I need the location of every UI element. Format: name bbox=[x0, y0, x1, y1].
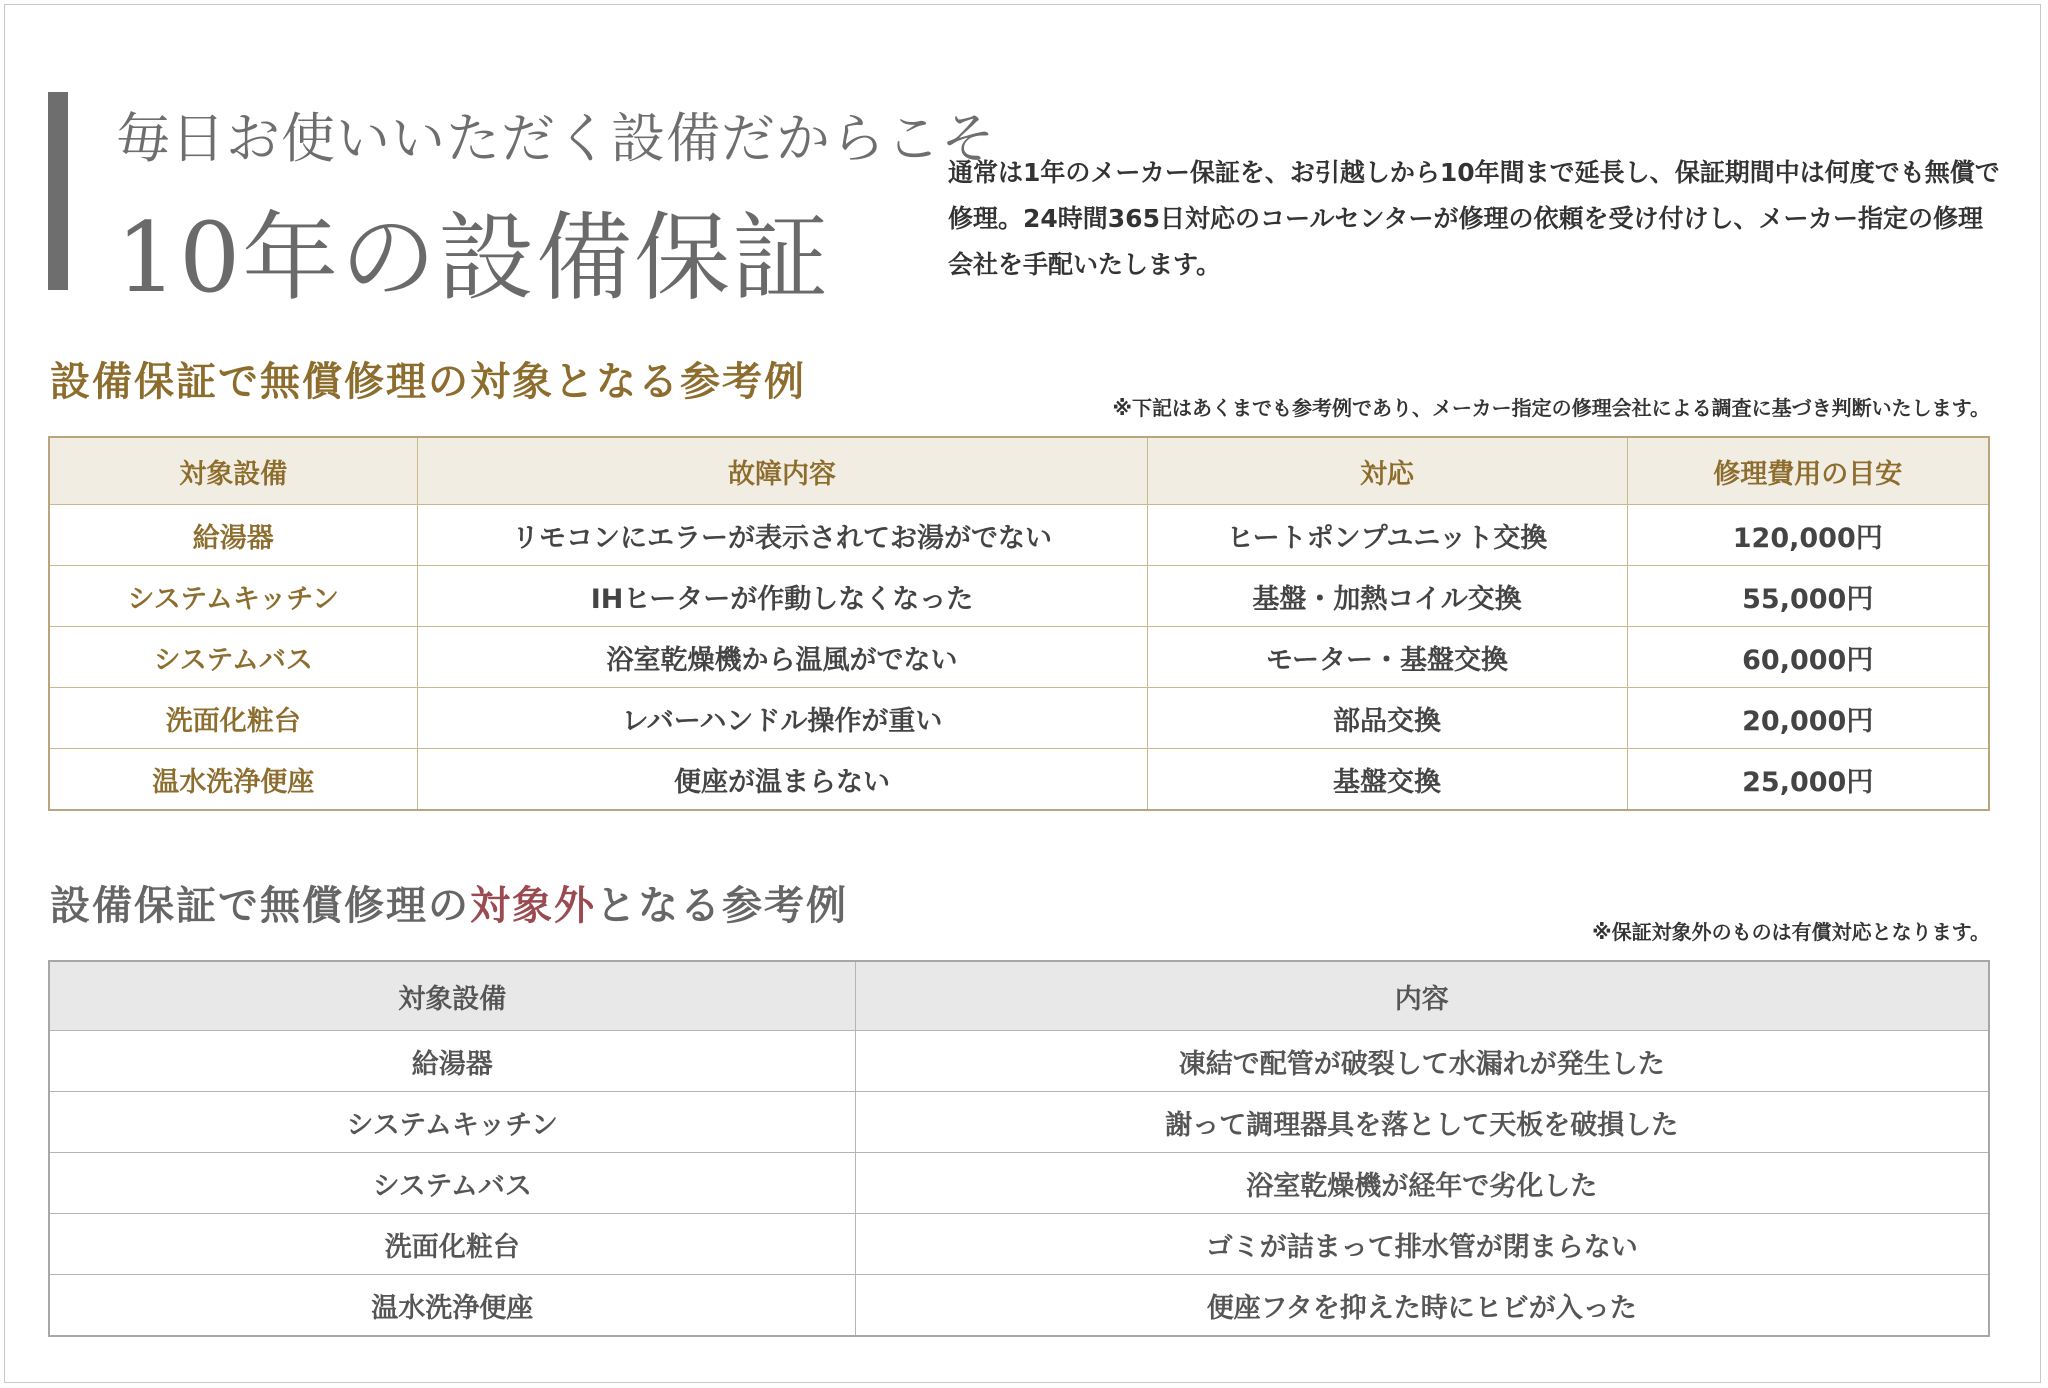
table-header-row bbox=[49, 961, 1989, 1031]
warranty-description: 通常は1年のメーカー保証を、お引越しから10年間まで延長し、保証期間中は何度でも無償で修理。24時間365日対応のコールセンターが修理の依頼を受け付けし、メーカー指定の修理会社を手配いたします。 bbox=[948, 158, 2000, 279]
heading-part-after: となる参考例 bbox=[596, 883, 848, 929]
table-row bbox=[49, 749, 1989, 811]
table-row bbox=[49, 688, 1989, 749]
not-covered-table bbox=[48, 960, 1990, 1337]
equipment-cell: 温水洗浄便座 bbox=[49, 749, 417, 811]
equipment-cell: システムバス bbox=[49, 627, 417, 688]
response-cell: 基盤・加熱コイル交換 bbox=[1147, 566, 1627, 627]
response-cell: 基盤交換 bbox=[1147, 749, 1627, 811]
column-header-equipment: 対象設備 bbox=[49, 961, 855, 1031]
table-row bbox=[49, 1275, 1989, 1337]
table-row bbox=[49, 1214, 1989, 1275]
column-header-cost: 修理費用の目安 bbox=[1627, 437, 1989, 505]
content-cell: 謝って調理器具を落として天板を破損した bbox=[855, 1092, 1989, 1153]
table-row bbox=[49, 1153, 1989, 1214]
content-cell: ゴミが詰まって排水管が閉まらない bbox=[855, 1214, 1989, 1275]
failure-cell: IHヒーターが作動しなくなった bbox=[417, 566, 1147, 627]
table-row bbox=[49, 1092, 1989, 1153]
failure-cell: リモコンにエラーが表示されてお湯がでない bbox=[417, 505, 1147, 566]
equipment-cell: 温水洗浄便座 bbox=[49, 1275, 855, 1337]
table-row bbox=[49, 566, 1989, 627]
covered-section-note: ※下記はあくまでも参考例であり、メーカー指定の修理会社による調査に基づき判断いたします。 bbox=[1112, 396, 1990, 420]
cost-cell: 120,000円 bbox=[1627, 505, 1989, 566]
equipment-cell: 洗面化粧台 bbox=[49, 1214, 855, 1275]
not-covered-section-note: ※保証対象外のものは有償対応となります。 bbox=[1592, 920, 1990, 944]
response-cell: 部品交換 bbox=[1147, 688, 1627, 749]
table-header-row bbox=[49, 437, 1989, 505]
response-cell: モーター・基盤交換 bbox=[1147, 627, 1627, 688]
heading-part-before: 設備保証で無償修理の bbox=[50, 883, 470, 929]
equipment-cell: 給湯器 bbox=[49, 1031, 855, 1092]
covered-repair-table bbox=[48, 436, 1990, 811]
failure-cell: 便座が温まらない bbox=[417, 749, 1147, 811]
equipment-cell: システムキッチン bbox=[49, 1092, 855, 1153]
failure-cell: レバーハンドル操作が重い bbox=[417, 688, 1147, 749]
failure-cell: 浴室乾燥機から温風がでない bbox=[417, 627, 1147, 688]
cost-cell: 25,000円 bbox=[1627, 749, 1989, 811]
table-row bbox=[49, 505, 1989, 566]
column-header-equipment: 対象設備 bbox=[49, 437, 417, 505]
equipment-cell: システムキッチン bbox=[49, 566, 417, 627]
response-cell: ヒートポンプユニット交換 bbox=[1147, 505, 1627, 566]
equipment-cell: システムバス bbox=[49, 1153, 855, 1214]
covered-section-heading: 設備保証で無償修理の対象となる参考例 bbox=[50, 359, 806, 405]
cost-cell: 20,000円 bbox=[1627, 688, 1989, 749]
table-row bbox=[49, 1031, 1989, 1092]
content-cell: 凍結で配管が破裂して水漏れが発生した bbox=[855, 1031, 1989, 1092]
page-subtitle: 毎日お使いいただく設備だからこそ bbox=[116, 107, 996, 170]
equipment-cell: 給湯器 bbox=[49, 505, 417, 566]
column-header-failure: 故障内容 bbox=[417, 437, 1147, 505]
content-cell: 便座フタを抑えた時にヒビが入った bbox=[855, 1275, 1989, 1337]
cost-cell: 55,000円 bbox=[1627, 566, 1989, 627]
page-title: 10年の設備保証 bbox=[116, 202, 831, 314]
content-cell: 浴室乾燥機が経年で劣化した bbox=[855, 1153, 1989, 1214]
not-covered-section-heading bbox=[50, 874, 848, 931]
header-accent-bar bbox=[48, 92, 68, 290]
cost-cell: 60,000円 bbox=[1627, 627, 1989, 688]
column-header-response: 対応 bbox=[1147, 437, 1627, 505]
table-row bbox=[49, 627, 1989, 688]
column-header-content: 内容 bbox=[855, 961, 1989, 1031]
equipment-cell: 洗面化粧台 bbox=[49, 688, 417, 749]
heading-part-accent: 対象外 bbox=[470, 883, 596, 929]
